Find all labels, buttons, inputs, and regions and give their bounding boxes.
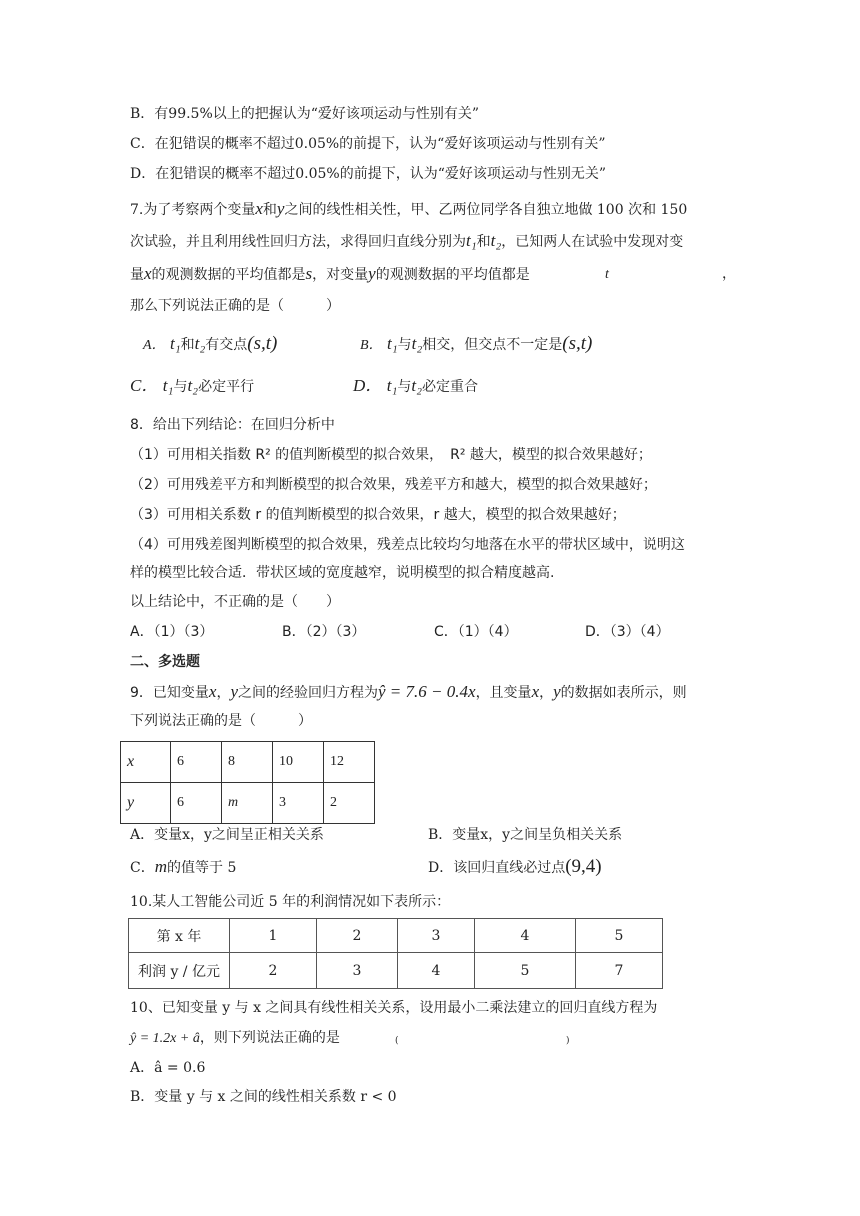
table-cell: 3	[398, 919, 475, 953]
q7-mean-t: t	[605, 267, 609, 282]
q7-option-b: B． t₁与t₂相交，但交点不一定是(s,t)	[360, 333, 593, 354]
q9-option-d: D．该回归直线必过点(9,4)	[428, 856, 602, 877]
q9-data-table	[120, 741, 375, 824]
q6-option-d: D．在犯错误的概率不超过0.05%的前提下，认为“爱好该项运动与性别无关”	[130, 166, 607, 182]
q10-intro: 10.某人工智能公司近 5 年的利润情况如下表所示：	[130, 894, 451, 910]
table-cell: 10	[273, 742, 324, 783]
q8-statement-2: （2）可用残差平方和判断模型的拟合效果，残差平方和越大，模型的拟合效果越好；	[130, 477, 657, 493]
table-cell: y	[121, 783, 171, 824]
q10-paren-right: )	[566, 1036, 570, 1046]
table-cell: 6	[171, 783, 222, 824]
q10-statement-line-2: ŷ = 1.2x + â，则下列说法正确的是	[130, 1030, 340, 1046]
q8-option-d: D．（3）（4）	[585, 624, 670, 640]
q8-option-a: A．（1）（3）	[130, 624, 214, 640]
q10-paren-left: (	[395, 1036, 399, 1046]
table-cell: 8	[222, 742, 273, 783]
q9-option-b: B．变量x，y之间呈负相关关系	[428, 827, 623, 843]
table-row	[121, 742, 375, 783]
q7-option-c: C． t₁与t₂必定平行	[130, 376, 255, 395]
table-cell: x	[121, 742, 171, 783]
q8-option-b: B．（2）（3）	[282, 624, 366, 640]
table-cell: 3	[317, 953, 398, 989]
q10-option-a: A．â = 0.6	[130, 1060, 206, 1076]
table-cell: 4	[475, 919, 576, 953]
table-cell: 第 x 年	[129, 919, 230, 953]
q9-option-a: A．变量x，y之间呈正相关关系	[130, 827, 324, 843]
q7-line-3-comma: ，	[722, 266, 736, 282]
q9-line-2: 下列说法正确的是（ ）	[130, 713, 312, 729]
q7-line-3: 量x的观测数据的平均值都是s，对变量y的观测数据的平均值都是	[130, 264, 530, 283]
table-cell: 2	[230, 953, 317, 989]
q10-profit-table	[128, 918, 663, 989]
q10-statement-line-1: 10、已知变量 y 与 x 之间具有线性相关关系，设用最小二乘法建立的回归直线方程为	[130, 1000, 658, 1016]
q7-line-2: 次试验，并且利用线性回归方法，求得回归直线分别为t₁和t₂，已知两人在试验中发现对变	[130, 231, 684, 250]
q7-line-1: 7.为了考察两个变量x和y之间的线性相关性，甲、乙两位同学各自独立地做 100 次和 150	[130, 199, 688, 218]
table-cell: 6	[171, 742, 222, 783]
section-heading-multiple-choice: 二、多选题	[130, 654, 200, 670]
table-cell: 1	[230, 919, 317, 953]
q8-statement-3: （3）可用相关系数 r 的值判断模型的拟合效果，r 越大，模型的拟合效果越好；	[130, 507, 626, 523]
table-cell: 7	[576, 953, 663, 989]
q8-option-c: C．（1）（4）	[434, 624, 518, 640]
table-row	[129, 919, 663, 953]
q7-option-d: D． t₁与t₂必定重合	[353, 376, 479, 395]
table-cell: 2	[324, 783, 375, 824]
q9-option-c: C．m的值等于 5	[130, 857, 237, 876]
table-cell: 4	[398, 953, 475, 989]
q8-statement-1: （1）可用相关指数 R² 的值判断模型的拟合效果， R² 越大，模型的拟合效果越好；	[130, 447, 652, 463]
table-cell: 2	[317, 919, 398, 953]
table-cell: m	[222, 783, 273, 824]
q6-option-b: B．有99.5%以上的把握认为“爱好该项运动与性别有关”	[130, 106, 480, 122]
table-cell: 利润 y / 亿元	[129, 953, 230, 989]
q7-option-a: A． t₁和t₂有交点(s,t)	[143, 333, 278, 354]
q8-statement-4b: 样的模型比较合适．带状区域的宽度越窄，说明模型的拟合精度越高.	[130, 565, 555, 581]
q8-statement-4a: （4）可用残差图判断模型的拟合效果，残差点比较均匀地落在水平的带状区域中，说明这	[130, 537, 685, 553]
q8-title: 8．给出下列结论：在回归分析中	[130, 417, 335, 433]
table-cell: 5	[475, 953, 576, 989]
q10-option-b: B．变量 y 与 x 之间的线性相关系数 r < 0	[130, 1089, 397, 1105]
table-cell: 5	[576, 919, 663, 953]
q7-line-4: 那么下列说法正确的是（ ）	[130, 298, 340, 314]
table-cell: 3	[273, 783, 324, 824]
table-cell: 12	[324, 742, 375, 783]
q6-option-c: C．在犯错误的概率不超过0.05%的前提下，认为“爱好该项运动与性别有关”	[130, 136, 606, 152]
table-row	[129, 953, 663, 989]
q8-question: 以上结论中，不正确的是（ ）	[130, 594, 340, 610]
table-row	[121, 783, 375, 824]
q9-line-1: 9．已知变量x，y之间的经验回归方程为ŷ = 7.6 − 0.4x，且变量x，y的数据如表所示，则	[130, 682, 687, 701]
